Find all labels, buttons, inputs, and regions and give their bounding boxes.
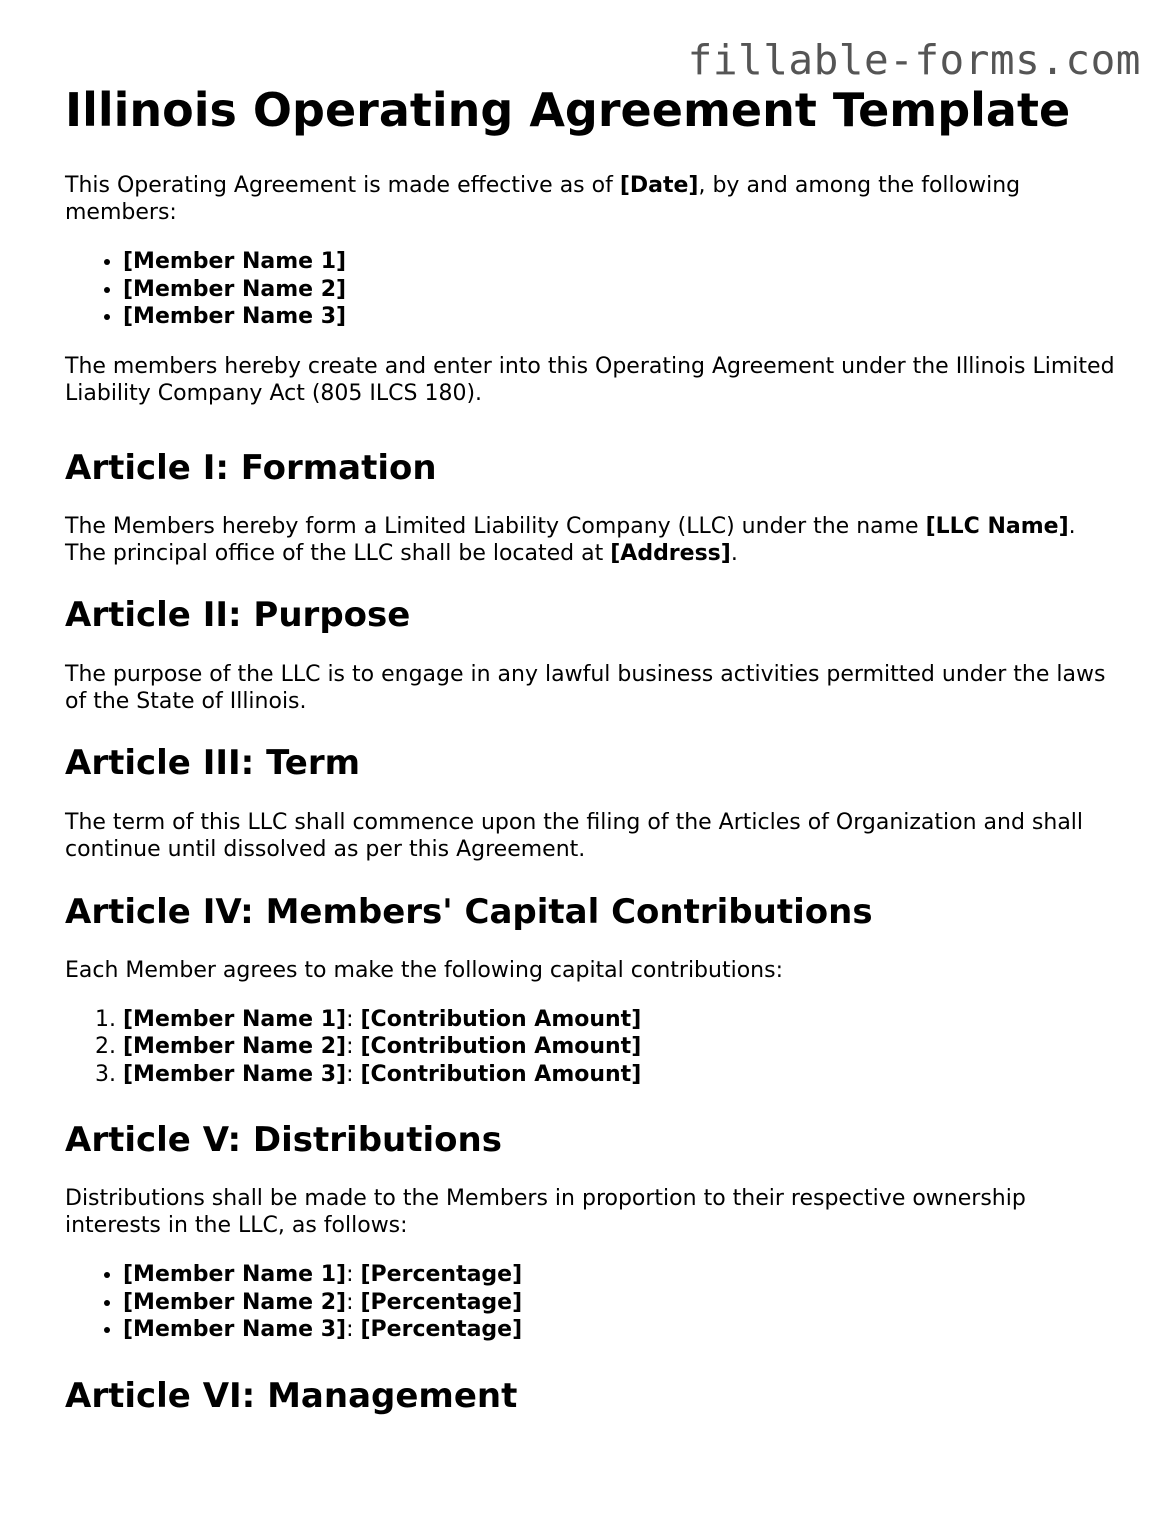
address-placeholder: [Address] — [610, 540, 731, 566]
list-item — [123, 303, 1115, 331]
intro-paragraph — [65, 172, 1115, 226]
member-name: [Member Name 1] — [123, 1262, 347, 1287]
article-3-heading: Article III: Term — [65, 742, 361, 783]
article-3-text: The term of this LLC shall commence upon the filing of the Articles of Organization and shall continue until dissolved as per this Agreement. — [65, 809, 1084, 862]
list-item — [123, 1316, 1115, 1344]
watermark: fillable-forms.com — [687, 36, 1141, 84]
document-title: Illinois Operating Agreement Template — [65, 83, 1071, 137]
member-name: [Member Name 2] — [123, 1034, 347, 1059]
contribution-amount: [Contribution Amount] — [360, 1061, 642, 1087]
contributions-list — [65, 1006, 1115, 1089]
article-5-text: Distributions shall be made to the Members in proportion to their respective ownership interests in the LLC, as follows: — [65, 1186, 1026, 1238]
list-item — [123, 248, 1115, 276]
contribution-amount: [Contribution Amount] — [360, 1006, 642, 1032]
article-1-heading: Article I: Formation — [65, 447, 437, 488]
list-item — [123, 1006, 1115, 1034]
list-item — [123, 1033, 1115, 1061]
member-name: [Member Name 2] — [123, 1289, 347, 1315]
member-name: [Member Name 3] — [123, 304, 347, 329]
article-6-heading: Article VI: Management — [65, 1375, 518, 1416]
intro-text-after-date: , by and among the following members: — [65, 173, 1021, 225]
percentage: [Percentage] — [360, 1317, 523, 1342]
article-1-text-c: . — [730, 540, 738, 566]
member-name: [Member Name 2] — [123, 276, 347, 302]
list-item — [123, 1289, 1115, 1317]
article-4-heading: Article IV: Members' Capital Contributions — [65, 891, 873, 932]
article-1-text — [65, 513, 1115, 567]
percentage: [Percentage] — [360, 1262, 523, 1287]
contribution-amount: [Contribution Amount] — [360, 1034, 642, 1059]
separator: : — [346, 1061, 361, 1087]
list-item — [123, 1061, 1115, 1089]
member-name: [Member Name 1] — [123, 249, 347, 274]
member-name: [Member Name 1] — [123, 1006, 347, 1032]
date-placeholder: [Date] — [619, 173, 699, 198]
llc-name-placeholder: [LLC Name] — [925, 513, 1069, 539]
separator: : — [346, 1006, 361, 1032]
separator: : — [346, 1262, 361, 1287]
intro-text-before-date: This Operating Agreement is made effective as of — [65, 173, 620, 198]
member-name: [Member Name 3] — [123, 1061, 347, 1087]
article-2-text: The purpose of the LLC is to engage in any lawful business activities permitted under the laws of the State of Illinois. — [65, 661, 1106, 714]
member-name: [Member Name 3] — [123, 1317, 347, 1342]
article-4-text: Each Member agrees to make the following capital contributions: — [65, 957, 783, 983]
members-list — [65, 248, 1115, 331]
percentage: [Percentage] — [360, 1289, 523, 1315]
article-5-heading: Article V: Distributions — [65, 1120, 502, 1160]
document-page — [65, 82, 1115, 1417]
list-item — [123, 1261, 1115, 1289]
list-item — [123, 276, 1115, 304]
distributions-list — [65, 1261, 1115, 1344]
article-2-heading: Article II: Purpose — [65, 594, 411, 635]
separator: : — [346, 1034, 361, 1059]
article-1-text-a: The Members hereby form a Limited Liability Company (LLC) under the name — [65, 513, 926, 539]
separator: : — [346, 1289, 361, 1315]
article-1-text-b: . The principal office of the LLC shall be located at — [65, 513, 1076, 566]
separator: : — [346, 1317, 361, 1342]
act-paragraph: The members hereby create and enter into this Operating Agreement under the Illinois Limited Liability Company Act (805 ILCS 180). — [65, 353, 1115, 406]
